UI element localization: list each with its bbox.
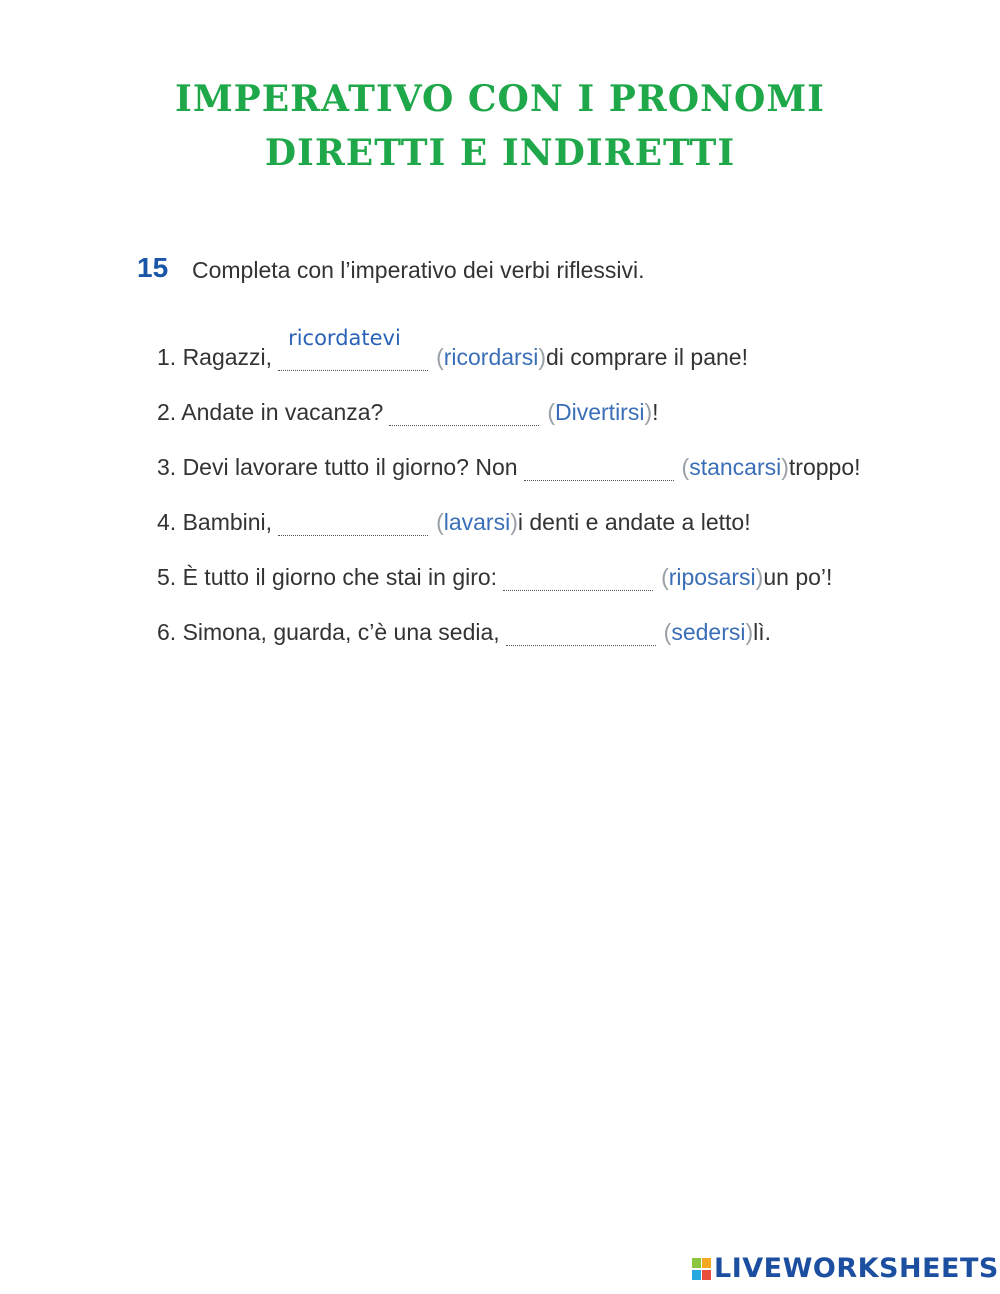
item-text-before: 2. Andate in vacanza? xyxy=(157,399,384,425)
item-text-after: di comprare il pane! xyxy=(545,344,748,370)
answer-field-1[interactable] xyxy=(278,326,428,371)
exercise-item-1: 1. Ragazzi, ricordatevi ( ricordarsi ) di comprare il pane! xyxy=(157,326,748,370)
exercise-item-6: 6. Simona, guarda, c’è una sedia, ( sedersi ) lì. xyxy=(157,606,771,646)
answer-field-6[interactable] xyxy=(506,615,656,646)
exercise-item-2: 2. Andate in vacanza? ( Divertirsi ) ! xyxy=(157,386,659,426)
verb-hint: stancarsi xyxy=(689,454,782,480)
exercise-item-4: 4. Bambini, ( lavarsi ) i denti e andate a letto! xyxy=(157,496,751,536)
item-text-after: lì. xyxy=(753,619,772,645)
answer-field-5[interactable] xyxy=(503,560,653,591)
answer-value: ricordatevi xyxy=(288,326,401,350)
verb-hint: sedersi xyxy=(671,619,746,645)
item-text-before: 3. Devi lavorare tutto il giorno? Non xyxy=(157,454,518,480)
item-text-after: i denti e andate a letto! xyxy=(517,509,751,535)
answer-field-2[interactable] xyxy=(389,395,539,426)
answer-field-3[interactable] xyxy=(524,450,674,481)
exercise-item-5: 5. È tutto il giorno che stai in giro: ( riposarsi ) un po’! xyxy=(157,551,832,591)
item-text-before: 1. Ragazzi, xyxy=(157,344,273,370)
exercise-item-3: 3. Devi lavorare tutto il giorno? Non ( stancarsi ) troppo! xyxy=(157,441,861,481)
title-line-1: IMPERATIVO CON I PRONOMI xyxy=(174,78,826,120)
item-text-before: 5. È tutto il giorno che stai in giro: xyxy=(157,564,498,590)
exercise-instruction: Completa con l’imperativo dei verbi riflessivi. xyxy=(192,257,645,283)
exercise-number: 15 xyxy=(137,252,169,283)
verb-hint: ricordarsi xyxy=(443,344,539,370)
page-title xyxy=(0,72,1000,180)
item-text-after: un po’! xyxy=(763,564,833,590)
verb-hint: Divertirsi xyxy=(555,399,645,425)
item-text-before: 6. Simona, guarda, c’è una sedia, xyxy=(157,619,500,645)
item-text-after: ! xyxy=(652,399,659,425)
verb-hint: riposarsi xyxy=(668,564,756,590)
logo-text: LIVEWORKSHEETS xyxy=(714,1253,999,1284)
liveworksheets-logo[interactable] xyxy=(692,1253,999,1284)
liveworksheets-logo-icon xyxy=(692,1258,710,1280)
title-line-2: DIRETTI E INDIRETTI xyxy=(264,132,736,174)
answer-field-4[interactable] xyxy=(278,505,428,536)
item-text-after: troppo! xyxy=(788,454,861,480)
verb-hint: lavarsi xyxy=(443,509,511,535)
item-text-before: 4. Bambini, xyxy=(157,509,273,535)
